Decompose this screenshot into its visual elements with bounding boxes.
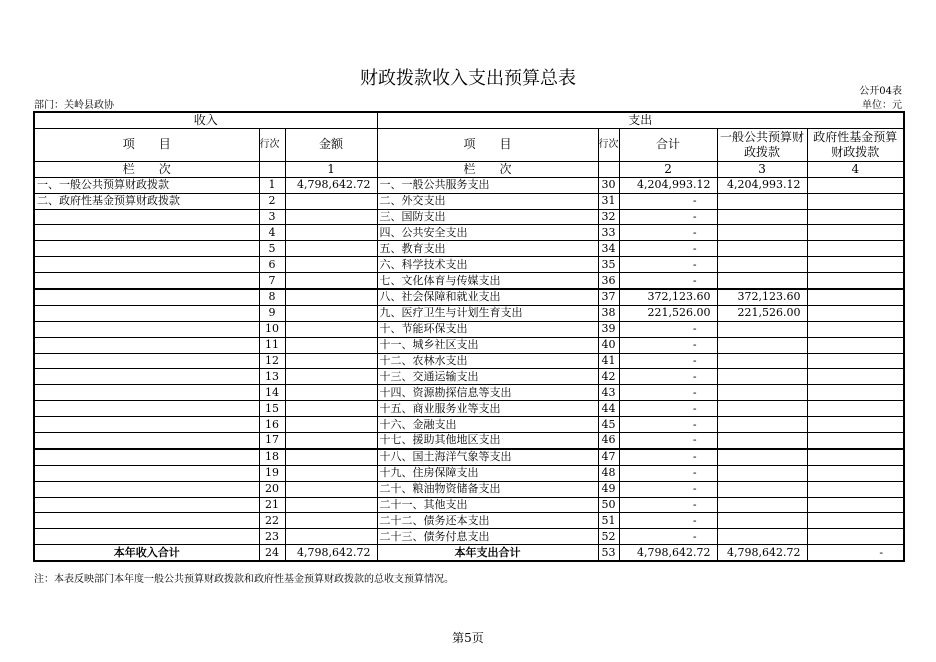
- cell-t: 221,526.00: [619, 305, 717, 321]
- cell-inc: [34, 353, 259, 369]
- cell-f: [807, 225, 904, 241]
- cell-g: [717, 209, 807, 225]
- cell-ia: [285, 497, 377, 513]
- cell-inc: [34, 513, 259, 529]
- cell-il: 21: [259, 497, 285, 513]
- cell-ia: [285, 225, 377, 241]
- cell-exp: 六、科学技术支出: [377, 257, 598, 273]
- cell-inc: [34, 209, 259, 225]
- income-item-header: 项 目: [34, 128, 259, 161]
- cell-el: 39: [598, 321, 619, 337]
- cell-inc: [34, 369, 259, 385]
- cell-ia: [285, 273, 377, 289]
- cell-exp: 十六、金融支出: [377, 417, 598, 433]
- cell-ia: [285, 289, 377, 305]
- cell-exp: 三、国防支出: [377, 209, 598, 225]
- cell-il: 9: [259, 305, 285, 321]
- cell-t: 4,204,993.12: [619, 177, 717, 193]
- general-budget-header: 一般公共预算财政拨款: [717, 128, 807, 161]
- table-row: [34, 401, 904, 417]
- cell-il: 1: [259, 177, 285, 193]
- cell-ia: [285, 241, 377, 257]
- unit: 单位：元: [862, 100, 902, 111]
- cell-il: 8: [259, 289, 285, 305]
- cell-il: 12: [259, 353, 285, 369]
- cell-il: 13: [259, 369, 285, 385]
- cell-g: [717, 241, 807, 257]
- cell-g: [717, 417, 807, 433]
- cell-il: 20: [259, 481, 285, 497]
- cell-t: -: [619, 385, 717, 401]
- table-row: [34, 417, 904, 433]
- cell-exp: 二、外交支出: [377, 193, 598, 209]
- cell-t: -: [619, 257, 717, 273]
- table-row: [34, 433, 904, 449]
- cell-t: -: [619, 433, 717, 449]
- income-header: 收入: [34, 112, 377, 128]
- cell-el: 42: [598, 369, 619, 385]
- cell-inc: [34, 321, 259, 337]
- cell-f: [807, 529, 904, 545]
- cell-g: [717, 337, 807, 353]
- cell-el: 33: [598, 225, 619, 241]
- cell-g: [717, 321, 807, 337]
- column-3: 3: [717, 161, 807, 177]
- cell-ia: 4,798,642.72: [285, 177, 377, 193]
- cell-ia: [285, 513, 377, 529]
- cell-exp: 二十三、债务付息支出: [377, 529, 598, 545]
- cell-t: -: [619, 209, 717, 225]
- cell-el: 37: [598, 289, 619, 305]
- cell-exp: 十二、农林水支出: [377, 353, 598, 369]
- cell-g: [717, 513, 807, 529]
- column-4: 4: [807, 161, 904, 177]
- cell-f: [807, 513, 904, 529]
- page-title: 财政拨款收入支出预算总表: [360, 68, 576, 89]
- cell-t: -: [619, 193, 717, 209]
- table-row: [34, 353, 904, 369]
- cell-el: 32: [598, 209, 619, 225]
- table-row: [34, 177, 904, 193]
- cell-g: [717, 257, 807, 273]
- cell-f: [807, 241, 904, 257]
- cell-ia: [285, 321, 377, 337]
- cell-t: -: [619, 481, 717, 497]
- cell-f: [807, 369, 904, 385]
- cell-il: 14: [259, 385, 285, 401]
- cell-inc: [34, 241, 259, 257]
- cell-f: [807, 209, 904, 225]
- cell-ia: [285, 433, 377, 449]
- cell-el: 41: [598, 353, 619, 369]
- cell-el: 51: [598, 513, 619, 529]
- table-row: [34, 465, 904, 481]
- cell-inc: [34, 273, 259, 289]
- cell-inc: [34, 305, 259, 321]
- cell-il: 18: [259, 449, 285, 465]
- cell-ia: [285, 465, 377, 481]
- cell-g: [717, 497, 807, 513]
- cell-il: 22: [259, 513, 285, 529]
- table-row: [34, 289, 904, 305]
- cell-f: [807, 353, 904, 369]
- cell-ia: [285, 209, 377, 225]
- cell-el: 36: [598, 273, 619, 289]
- cell-el: 52: [598, 529, 619, 545]
- cell-inc: [34, 257, 259, 273]
- cell-el: 35: [598, 257, 619, 273]
- department: 部门：关岭县政协: [34, 100, 114, 111]
- cell-t: -: [619, 529, 717, 545]
- cell-f: [807, 449, 904, 465]
- cell-exp: 十五、商业服务业等支出: [377, 401, 598, 417]
- cell-il: 19: [259, 465, 285, 481]
- totals-row: [34, 545, 904, 561]
- cell-ia: [285, 417, 377, 433]
- cell-inc: [34, 385, 259, 401]
- cell-exp: 十三、交通运输支出: [377, 369, 598, 385]
- cell-ia: [285, 193, 377, 209]
- cell-el: 48: [598, 465, 619, 481]
- cell-t: -: [619, 401, 717, 417]
- cell-f: [807, 465, 904, 481]
- cell-exp: 一、一般公共服务支出: [377, 177, 598, 193]
- form-number: 公开04表: [859, 86, 902, 97]
- cell-g: [717, 465, 807, 481]
- cell-inc: [34, 465, 259, 481]
- cell-el: 49: [598, 481, 619, 497]
- cell-il: 16: [259, 417, 285, 433]
- cell-inc: [34, 225, 259, 241]
- table-row: [34, 321, 904, 337]
- cell-exp: 二十二、债务还本支出: [377, 513, 598, 529]
- cell-t: -: [619, 321, 717, 337]
- cell-el: 43: [598, 385, 619, 401]
- cell-el: 38: [598, 305, 619, 321]
- cell-ia: 4,798,642.72: [285, 545, 377, 561]
- cell-g: [717, 449, 807, 465]
- cell-f: [807, 273, 904, 289]
- cell-el: 50: [598, 497, 619, 513]
- cell-ia: [285, 337, 377, 353]
- cell-t: -: [619, 225, 717, 241]
- table-row: [34, 337, 904, 353]
- cell-f: [807, 337, 904, 353]
- table-row: [34, 481, 904, 497]
- cell-el: 31: [598, 193, 619, 209]
- cell-el: 44: [598, 401, 619, 417]
- cell-g: [717, 273, 807, 289]
- page-number: 第5页: [452, 631, 484, 645]
- table-row: [34, 193, 904, 209]
- column-2: 2: [619, 161, 717, 177]
- cell-f: [807, 257, 904, 273]
- cell-ia: [285, 385, 377, 401]
- cell-t: -: [619, 337, 717, 353]
- cell-f: [807, 401, 904, 417]
- cell-g: [717, 353, 807, 369]
- table-row: [34, 497, 904, 513]
- cell-ia: [285, 481, 377, 497]
- cell-inc: [34, 481, 259, 497]
- column-1: 1: [285, 161, 377, 177]
- cell-inc: [34, 497, 259, 513]
- cell-ia: [285, 401, 377, 417]
- cell-inc: 一、一般公共预算财政拨款: [34, 177, 259, 193]
- table-row: [34, 305, 904, 321]
- cell-el: 53: [598, 545, 619, 561]
- cell-t: -: [619, 465, 717, 481]
- cell-inc: 二、政府性基金预算财政拨款: [34, 193, 259, 209]
- cell-el: 45: [598, 417, 619, 433]
- cell-inc: [34, 529, 259, 545]
- cell-inc: 本年收入合计: [34, 545, 259, 561]
- cell-exp: 七、文化体育与传媒支出: [377, 273, 598, 289]
- cell-ia: [285, 353, 377, 369]
- table-row: [34, 513, 904, 529]
- cell-t: -: [619, 369, 717, 385]
- amount-header: 金额: [285, 128, 377, 161]
- cell-il: 4: [259, 225, 285, 241]
- cell-el: 40: [598, 337, 619, 353]
- cell-g: 4,798,642.72: [717, 545, 807, 561]
- fund-budget-header: 政府性基金预算财政拨款: [807, 128, 904, 161]
- cell-inc: [34, 449, 259, 465]
- cell-g: 372,123.60: [717, 289, 807, 305]
- cell-inc: [34, 337, 259, 353]
- cell-el: 30: [598, 177, 619, 193]
- cell-il: 5: [259, 241, 285, 257]
- cell-exp: 二十、粮油物资储备支出: [377, 481, 598, 497]
- cell-il: 17: [259, 433, 285, 449]
- cell-f: [807, 433, 904, 449]
- cell-ia: [285, 305, 377, 321]
- cell-exp: 九、医疗卫生与计划生育支出: [377, 305, 598, 321]
- cell-il: 3: [259, 209, 285, 225]
- cell-exp: 八、社会保障和就业支出: [377, 289, 598, 305]
- cell-exp: 五、教育支出: [377, 241, 598, 257]
- cell-el: 34: [598, 241, 619, 257]
- cell-exp: 十、节能环保支出: [377, 321, 598, 337]
- table-row: [34, 257, 904, 273]
- cell-f: [807, 417, 904, 433]
- cell-exp: 十九、住房保障支出: [377, 465, 598, 481]
- cell-exp: 本年支出合计: [377, 545, 598, 561]
- cell-g: [717, 401, 807, 417]
- cell-exp: 十七、援助其他地区支出: [377, 433, 598, 449]
- cell-il: 23: [259, 529, 285, 545]
- cell-g: 4,204,993.12: [717, 177, 807, 193]
- cell-il: 15: [259, 401, 285, 417]
- table-row: [34, 369, 904, 385]
- cell-exp: 十四、资源勘探信息等支出: [377, 385, 598, 401]
- cell-el: 46: [598, 433, 619, 449]
- cell-f: [807, 385, 904, 401]
- cell-ia: [285, 449, 377, 465]
- cell-f: [807, 193, 904, 209]
- cell-inc: [34, 433, 259, 449]
- table-row: [34, 273, 904, 289]
- cell-inc: [34, 401, 259, 417]
- cell-inc: [34, 289, 259, 305]
- cell-exp: 二十一、其他支出: [377, 497, 598, 513]
- cell-f: [807, 305, 904, 321]
- table-row: [34, 241, 904, 257]
- cell-f: [807, 481, 904, 497]
- cell-t: -: [619, 241, 717, 257]
- cell-t: -: [619, 273, 717, 289]
- cell-exp: 十八、国土海洋气象等支出: [377, 449, 598, 465]
- cell-g: [717, 529, 807, 545]
- cell-g: [717, 193, 807, 209]
- cell-f: [807, 177, 904, 193]
- cell-g: [717, 481, 807, 497]
- table-row: [34, 449, 904, 465]
- cell-g: 221,526.00: [717, 305, 807, 321]
- cell-exp: 十一、城乡社区支出: [377, 337, 598, 353]
- income-line-header: 行次: [259, 128, 285, 161]
- cell-g: [717, 385, 807, 401]
- expense-line-header: 行次: [598, 128, 619, 161]
- cell-f: [807, 497, 904, 513]
- cell-g: [717, 225, 807, 241]
- cell-ia: [285, 257, 377, 273]
- cell-il: 24: [259, 545, 285, 561]
- cell-g: [717, 369, 807, 385]
- table-row: [34, 529, 904, 545]
- cell-f: -: [807, 545, 904, 561]
- cell-t: -: [619, 497, 717, 513]
- cell-t: -: [619, 417, 717, 433]
- cell-t: -: [619, 353, 717, 369]
- cell-il: 7: [259, 273, 285, 289]
- cell-g: [717, 433, 807, 449]
- cell-t: 4,798,642.72: [619, 545, 717, 561]
- column-label: 栏 次: [34, 161, 259, 177]
- cell-il: 2: [259, 193, 285, 209]
- cell-t: 372,123.60: [619, 289, 717, 305]
- cell-exp: 四、公共安全支出: [377, 225, 598, 241]
- expense-header: 支出: [377, 112, 904, 128]
- budget-table: [33, 111, 905, 562]
- cell-il: 11: [259, 337, 285, 353]
- footnote: 注：本表反映部门本年度一般公共预算财政拨款和政府性基金预算财政拨款的总收支预算情况。: [34, 574, 454, 585]
- cell-f: [807, 321, 904, 337]
- table-row: [34, 209, 904, 225]
- cell-t: -: [619, 513, 717, 529]
- cell-f: [807, 289, 904, 305]
- cell-il: 10: [259, 321, 285, 337]
- table-row: [34, 385, 904, 401]
- cell-ia: [285, 369, 377, 385]
- total-header: 合计: [619, 128, 717, 161]
- expense-item-header: 项 目: [377, 128, 598, 161]
- cell-ia: [285, 529, 377, 545]
- cell-t: -: [619, 449, 717, 465]
- cell-il: 6: [259, 257, 285, 273]
- cell-el: 47: [598, 449, 619, 465]
- table-row: [34, 225, 904, 241]
- column-label: 栏 次: [377, 161, 598, 177]
- cell-inc: [34, 417, 259, 433]
